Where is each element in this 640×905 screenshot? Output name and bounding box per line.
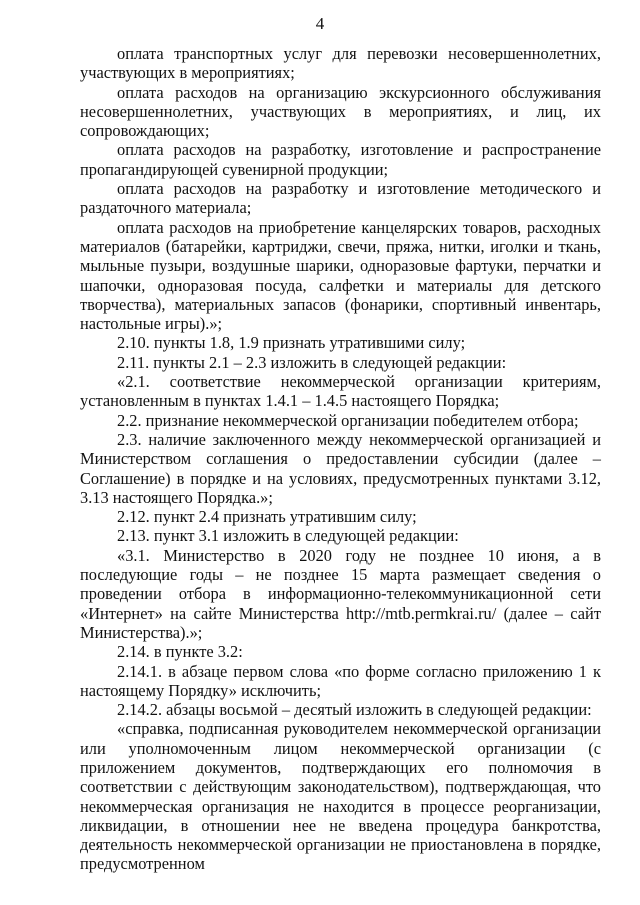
paragraph: оплата расходов на приобретение канцелярских товаров, расходных материалов (батарейки, картриджи, свечи, пряжа, нитки, иголки и ткань, мыльные пузыри, воздушные шарики, одноразовые фартуки, перчатки и шапочки, одноразовая посуда, салфетки и материалы для детского творчества), материальных запасов (фонарики, спортивный инвентарь, настольные игры).»; [80,217,601,334]
paragraph: 2.14. в пункте 3.2: [117,642,243,662]
paragraph: 2.12. пункт 2.4 признать утратившим силу; [117,507,417,527]
paragraph: оплата расходов на разработку, изготовление и распространение пропагандирующей сувенирной продукции; [80,140,601,179]
document-body [80,44,601,874]
paragraph: оплата расходов на организацию экскурсионного обслуживания несовершеннолетних, участвующих в мероприятиях, и лиц, их сопровождающих; [80,82,601,141]
paragraph: 2.10. пункты 1.8, 1.9 признать утратившими силу; [117,333,466,353]
paragraph: 2.13. пункт 3.1 изложить в следующей редакции: [117,526,459,546]
page-number: 4 [315,14,325,33]
paragraph: 2.11. пункты 2.1 – 2.3 изложить в следующей редакции: [117,352,507,372]
paragraph: 2.14.1. в абзаце первом слова «по форме согласно приложению 1 к настоящему Порядку» исключить; [80,661,601,700]
paragraph: оплата расходов на разработку и изготовление методического и раздаточного материала; [80,179,601,218]
paragraph: «2.1. соответствие некоммерческой организации критериям, установленным в пунктах 1.4.1 – 1.4.5 настоящего Порядка; [80,372,601,411]
paragraph: 2.14.2. абзацы восьмой – десятый изложить в следующей редакции: [117,700,592,720]
paragraph: «3.1. Министерство в 2020 году не позднее 10 июня, а в последующие годы – не позднее 15 марта размещает сведения о проведении отбора в информационно-телекоммуникационной сети «Интернет» на сайте Министерства http://mtb.permkrai.ru/ (далее – сайт Министерства).»; [80,545,601,642]
paragraph: 2.3. наличие заключенного между некоммерческой организацией и Министерством соглашения о предоставлении субсидии (далее – Соглашение) в порядке и на условиях, предусмотренных пунктами 3.12, 3.13 настоящего Порядка.»; [80,429,601,507]
paragraph: 2.2. признание некоммерческой организации победителем отбора; [117,410,579,430]
paragraph: оплата транспортных услуг для перевозки несовершеннолетних, участвующих в мероприятиях; [80,44,601,83]
paragraph: «справка, подписанная руководителем некоммерческой организации или уполномоченным лицом некоммерческой организации (с приложением документов, подтверждающих его полномочия в соответствии с действующим законодательством), подтверждающая, что некоммерческая организация не находится в процессе реорганизации, ликвидации, в отношении нее не введена процедура банкротства, деятельность некоммерческой организации не приостановлена в порядке, предусмотренном [80,719,601,874]
